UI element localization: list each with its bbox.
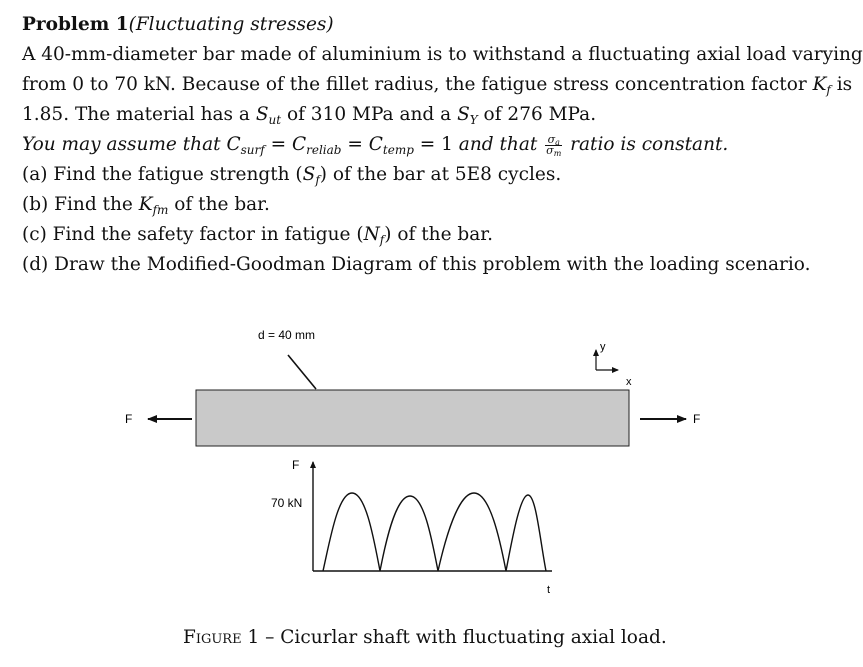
qa-a: (a) Find the fatigue strength ( (22, 164, 303, 185)
paragraph-line-1 (22, 43, 863, 67)
p3c-text: of 276 MPa. (477, 104, 597, 125)
problem-title (22, 13, 334, 37)
sy-symbol: $S_Y$ (457, 104, 478, 127)
qc-a: (c) Find the safety factor in fatigue ( (22, 224, 364, 245)
title-bold: Problem 1 (22, 14, 129, 35)
kf-symbol: $K_f$ (812, 74, 831, 97)
caption-prefix: Figure 1 (183, 627, 260, 648)
assumption-line (22, 133, 728, 157)
force-label-left: F (125, 412, 133, 426)
title-italic: (Fluctuating stresses) (128, 14, 334, 35)
caption-text: – Cicurlar shaft with fluctuating axial load. (259, 627, 667, 648)
force-label-right: F (693, 412, 701, 426)
graph-force-label: F (292, 458, 300, 472)
diameter-leader-line (288, 355, 316, 389)
question-b (22, 193, 270, 217)
qb-a: (b) Find the (22, 194, 139, 215)
graph-70kn-label: 70 kN (271, 496, 303, 510)
qa-b: ) of the bar at 5E8 cycles. (319, 164, 562, 185)
c-factors-equation: $C_{surf} = C_{reliab} = C_{temp} = 1$ (226, 134, 453, 157)
p3b-text: of 310 MPa and a (281, 104, 458, 125)
sf-symbol: $S_f$ (302, 164, 320, 187)
p1-text: A 40-mm-diameter bar made of aluminium is to withstand a fluctuating axial load varying (22, 44, 863, 65)
y-axis-label: y (600, 341, 606, 353)
qb-b: of the bar. (168, 194, 270, 215)
qd-text: (d) Draw the Modified-Goodman Diagram of this problem with the loading scenario. (22, 254, 811, 275)
question-a (22, 163, 561, 187)
x-axis-label: x (626, 376, 632, 388)
p2b-text: is (830, 74, 853, 95)
graph-time-label: t (547, 584, 551, 596)
kfm-symbol: $K_{fm}$ (138, 194, 169, 217)
stress-ratio-fraction: $\frac{\sigma_a}{\sigma_m}$ (546, 132, 562, 158)
question-c (22, 223, 493, 247)
fluctuating-load-curve (323, 493, 546, 571)
question-d (22, 253, 810, 277)
assume-a: You may assume that (22, 134, 227, 155)
paragraph-line-2 (22, 73, 852, 97)
assume-b: and that (452, 134, 544, 155)
qc-b: ) of the bar. (384, 224, 493, 245)
p2a-text: from 0 to 70 kN. Because of the fillet radius, the fatigue stress concentration factor (22, 74, 813, 95)
assume-c: ratio is constant. (564, 134, 729, 155)
aluminium-bar (196, 390, 629, 446)
p3a-text: 1.85. The material has a (22, 104, 256, 125)
figure-1 (0, 300, 847, 630)
figure-caption (183, 627, 667, 648)
paragraph-line-3 (22, 103, 596, 127)
nf-symbol: $N_f$ (363, 224, 385, 247)
diameter-label: d = 40 mm (258, 328, 316, 342)
sut-symbol: $S_{ut}$ (255, 104, 282, 127)
